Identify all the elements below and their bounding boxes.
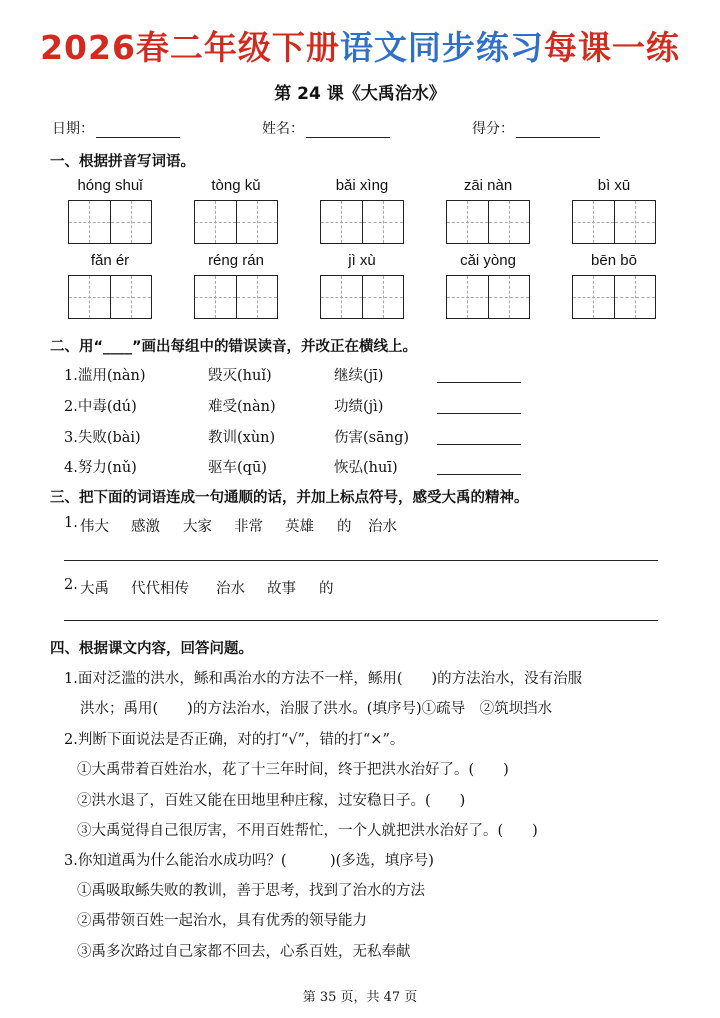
word-tile: 治水 — [216, 581, 245, 597]
word-item: 难受(nàn) — [208, 399, 276, 415]
score-label: 得分： — [472, 121, 514, 137]
word-item: 4.努力(nǔ) — [64, 460, 137, 476]
sentence-line[interactable] — [64, 560, 658, 561]
word-tile: 非常 — [234, 519, 263, 535]
writing-grid[interactable] — [68, 275, 152, 319]
question-text: 2.判断下面说法是否正确，对的打“√”，错的打“×”。 — [64, 732, 405, 748]
word-tile: 伟大 — [80, 519, 109, 535]
word-tile: 大禹 — [80, 581, 109, 597]
judge-item: ②洪水退了，百姓又能在田地里种庄稼，过安稳日子。( ) — [77, 793, 466, 809]
q2-number: 2. — [64, 577, 78, 593]
word-item: 继续(jī) — [334, 368, 384, 384]
pinyin-label: bǎi xìng — [335, 177, 389, 194]
word-tile: 的 — [337, 519, 352, 535]
page-footer: 第 35 页，共 47 页 — [302, 990, 418, 1005]
word-item: 3.失败(bài) — [64, 430, 141, 446]
q1-number: 1. — [64, 515, 78, 531]
word-item: 教训(xùn) — [208, 430, 276, 446]
writing-grid[interactable] — [446, 200, 530, 244]
word-item: 1.滥用(nàn) — [64, 368, 146, 384]
question-text: 洪水；禹用( )的方法治水，治服了洪水。(填序号)①疏导 ②筑坝挡水 — [80, 701, 553, 717]
title-grade: 二年级下册 — [169, 28, 340, 67]
pinyin-label: jì xù — [348, 252, 376, 269]
pinyin-label: bēn bō — [591, 252, 637, 269]
word-item: 伤害(sāng) — [334, 430, 410, 446]
word-item: 驱车(qū) — [208, 460, 267, 476]
pinyin-label: zāi nàn — [463, 177, 513, 194]
writing-grid[interactable] — [194, 275, 278, 319]
word-item: 2.中毒(dú) — [64, 399, 137, 415]
writing-grid[interactable] — [68, 200, 152, 244]
date-label: 日期： — [52, 121, 94, 137]
writing-grid[interactable] — [572, 275, 656, 319]
question-text: 1.面对泛滥的洪水，鲧和禹治水的方法不一样，鲧用( )的方法治水，没有治服 — [64, 671, 583, 687]
worksheet-title — [0, 22, 720, 69]
word-tile: 的 — [319, 581, 334, 597]
answer-line[interactable] — [437, 397, 521, 414]
pinyin-label: tòng kǔ — [211, 177, 261, 194]
pinyin-label: réng rán — [208, 252, 264, 269]
choice-item: ③禹多次路过自己家都不回去，心系百姓，无私奉献 — [77, 944, 411, 960]
question-text: 3.你知道禹为什么能治水成功吗？( )(多选，填序号) — [64, 853, 434, 869]
title-subject: 语文同步练习 — [339, 28, 544, 67]
choice-item: ②禹带领百姓一起治水，具有优秀的领导能力 — [77, 913, 367, 929]
word-tile: 感激 — [131, 519, 160, 535]
pinyin-label: bì xū — [597, 177, 631, 194]
section3-heading: 三、把下面的词语连成一句通顺的话，并加上标点符号，感受大禹的精神。 — [50, 490, 529, 506]
sentence-line[interactable] — [64, 620, 658, 621]
score-field[interactable] — [472, 118, 600, 138]
writing-grid[interactable] — [446, 275, 530, 319]
writing-grid[interactable] — [572, 200, 656, 244]
word-tile: 治水 — [368, 519, 397, 535]
answer-line[interactable] — [437, 428, 521, 445]
word-tile: 英雄 — [285, 519, 314, 535]
word-item: 功绩(jì) — [334, 399, 384, 415]
word-item: 毁灭(huǐ) — [208, 368, 272, 384]
pinyin-label: fǎn ér — [90, 252, 130, 269]
date-field[interactable] — [52, 118, 180, 138]
judge-item: ①大禹带着百姓治水，花了十三年时间，终于把洪水治好了。( ) — [77, 762, 509, 778]
name-line — [306, 121, 390, 138]
title-practice: 每课一练 — [543, 28, 680, 67]
section2-heading: 二、用“____”画出每组中的错误读音，并改正在横线上。 — [50, 339, 418, 355]
name-label: 姓名： — [262, 121, 304, 137]
word-tile: 故事 — [267, 581, 296, 597]
word-item: 恢弘(huī) — [334, 460, 398, 476]
section1-heading: 一、根据拼音写词语。 — [50, 154, 195, 170]
writing-grid[interactable] — [320, 200, 404, 244]
word-tile: 大家 — [183, 519, 212, 535]
date-line — [96, 121, 180, 138]
writing-grid[interactable] — [194, 200, 278, 244]
word-tile: 代代相传 — [131, 581, 189, 597]
score-line — [516, 121, 600, 138]
title-year: 2026春 — [40, 28, 170, 67]
pinyin-label: hóng shuǐ — [77, 177, 143, 194]
lesson-title: 第 24 课《大禹治水》 — [274, 84, 446, 104]
writing-grid[interactable] — [320, 275, 404, 319]
pinyin-label: cǎi yòng — [460, 252, 516, 269]
section4-heading: 四、根据课文内容，回答问题。 — [50, 641, 253, 657]
choice-item: ①禹吸取鲧失败的教训，善于思考，找到了治水的方法 — [77, 883, 425, 899]
judge-item: ③大禹觉得自己很厉害，不用百姓帮忙，一个人就把洪水治好了。( ) — [77, 823, 538, 839]
answer-line[interactable] — [437, 458, 521, 475]
name-field[interactable] — [262, 118, 390, 138]
answer-line[interactable] — [437, 366, 521, 383]
